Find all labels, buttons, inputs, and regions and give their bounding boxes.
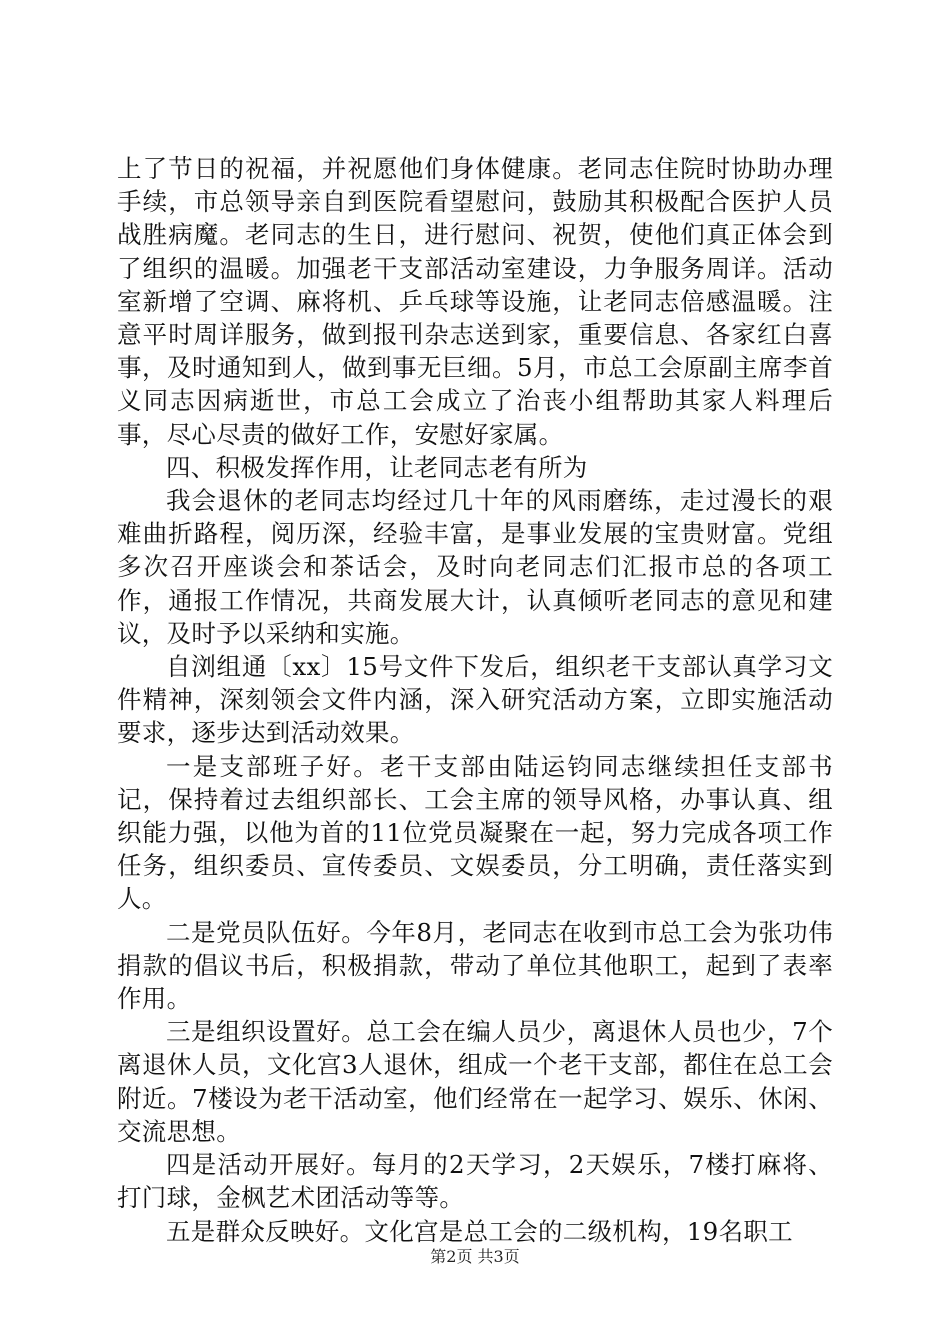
paragraph-3: 自浏组通〔xx〕15号文件下发后，组织老干支部认真学习文件精神，深刻领会文件内涵，深入研究活动方案，立即实施活动要求，逐步达到活动效果。 bbox=[117, 652, 833, 748]
paragraph-2: 我会退休的老同志均经过几十年的风雨磨练，走过漫长的艰难曲折路程，阅历深，经验丰富，是事业发展的宝贵财富。党组多次召开座谈会和茶话会，及时向老同志们汇报市总的各项工作，通报工作情况，共商发展大计，认真倾听老同志的意见和建议，及时予以采纳和实施。 bbox=[117, 486, 833, 648]
section-heading-4: 四、积极发挥作用，让老同志老有所为 bbox=[166, 452, 588, 482]
page-footer: 第2页 共3页 bbox=[430, 1247, 520, 1266]
paragraph-4: 一是支部班子好。老干支部由陆运钧同志继续担任支部书记，保持着过去组织部长、工会主席的领导风格，办事认真、组织能力强，以他为首的11位党员凝聚在一起，努力完成各项工作任务，组织委员、宣传委员、文娱委员，分工明确，责任落实到人。 bbox=[117, 751, 833, 914]
paragraph-8: 五是群众反映好。文化宫是总工会的二级机构，19名职工 bbox=[166, 1216, 793, 1246]
paragraph-7: 四是活动开展好。每月的2天学习，2天娱乐，7楼打麻将、打门球，金枫艺术团活动等等。 bbox=[117, 1150, 833, 1213]
paragraph-5: 二是党员队伍好。今年8月，老同志在收到市总工会为张功伟捐款的倡议书后，积极捐款，带动了单位其他职工，起到了表率作用。 bbox=[117, 917, 833, 1014]
body-text bbox=[117, 152, 833, 1248]
paragraph-1: 上了节日的祝福，并祝愿他们身体健康。老同志住院时协助办理手续，市总领导亲自到医院看望慰问，鼓励其积极配合医护人员战胜病魔。老同志的生日，进行慰问、祝贺，使他们真正体会到了组织的温暖。加强老干支部活动室建设，力争服务周详。活动室新增了空调、麻将机、乒乓球等设施，让老同志倍感温暖。注意平时周详服务，做到报刊杂志送到家，重要信息、各家红白喜事，及时通知到人，做到事无巨细。5月，市总工会原副主席李首义同志因病逝世，市总工会成立了治丧小组帮助其家人料理后事，尽心尽责的做好工作，安慰好家属。 bbox=[117, 154, 833, 449]
paragraph-6: 三是组织设置好。总工会在编人员少，离退休人员也少，7个离退休人员，文化宫3人退休，组成一个老干支部，都住在总工会附近。7楼设为老干活动室，他们经常在一起学习、娱乐、休闲、交流思想。 bbox=[117, 1017, 833, 1146]
